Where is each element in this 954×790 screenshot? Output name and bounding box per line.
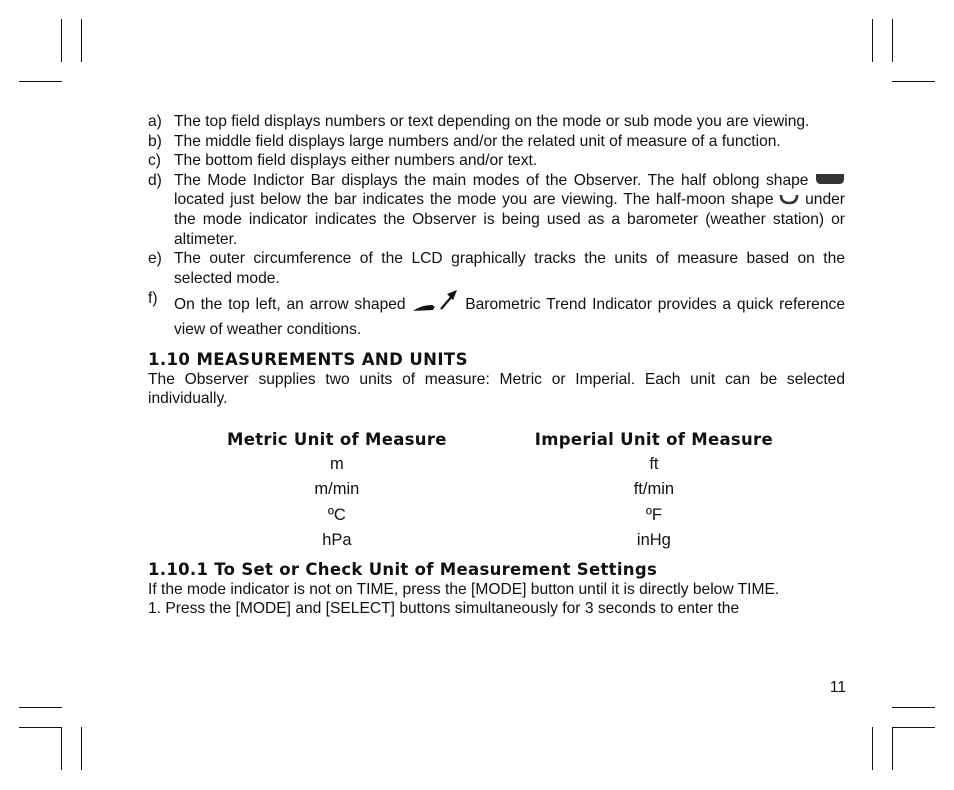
- list-label: d): [148, 171, 162, 189]
- step-item: 1. Press the [MODE] and [SELECT] buttons simultaneously for 3 seconds to enter the: [148, 600, 740, 618]
- section-intro: The Observer supplies two units of measure: Metric or Imperial. Each unit can be selected individually.: [148, 370, 845, 408]
- list-label: b): [148, 132, 162, 150]
- imperial-unit: ft: [649, 454, 659, 473]
- imperial-unit: ft/min: [633, 480, 675, 499]
- list-item: [148, 249, 845, 288]
- page-number: 11: [829, 679, 846, 696]
- list-text-part: located just below the bar indicates the mode you are viewing. The half-moon shape: [174, 191, 774, 209]
- crop-mark: [19, 81, 62, 82]
- crop-mark: [892, 19, 893, 62]
- list-text-part: On the top left, an arrow shaped: [174, 295, 406, 313]
- imperial-unit: ºF: [645, 505, 662, 524]
- crop-mark: [892, 707, 935, 708]
- half-oblong-icon: [815, 171, 845, 191]
- section-title: 1.10 MEASUREMENTS AND UNITS: [148, 349, 468, 369]
- crop-mark: [81, 19, 82, 62]
- list-text: The top field displays numbers or text depending on the mode or sub mode you are viewing.: [174, 113, 810, 130]
- imperial-header: Imperial Unit of Measure: [534, 429, 773, 449]
- crop-mark: [61, 19, 62, 62]
- metric-unit: m: [330, 454, 344, 473]
- list-text: The middle field displays large numbers and/or the related unit of measure of a function.: [174, 132, 781, 150]
- metric-header: Metric Unit of Measure: [227, 429, 447, 449]
- imperial-unit: inHg: [636, 531, 671, 550]
- list-text-part: The Mode Indictor Bar displays the main modes of the Observer. The half oblong shape: [174, 171, 809, 189]
- subsection-para: If the mode indicator is not on TIME, press the [MODE] button until it is directly below TIME.: [148, 580, 780, 598]
- list-item: [148, 132, 845, 152]
- crop-mark: [892, 81, 935, 82]
- crop-mark: [81, 727, 82, 770]
- half-moon-icon: [779, 191, 799, 211]
- list-item: [148, 151, 845, 171]
- crop-mark: [892, 727, 893, 770]
- list-item: [148, 289, 845, 340]
- imperial-column: [535, 428, 773, 554]
- list-item: [148, 171, 845, 250]
- list-item: [148, 112, 845, 132]
- subsection-title: 1.10.1 To Set or Check Unit of Measurement Settings: [148, 559, 658, 579]
- list-label: a): [148, 113, 162, 130]
- list-label: c): [148, 152, 161, 170]
- list-label: f): [148, 289, 158, 307]
- list-text: [174, 171, 845, 250]
- list-text-part: Barometric Trend Indicator provides a quick reference view of weather conditions.: [174, 295, 845, 339]
- metric-unit: ºC: [327, 505, 346, 524]
- metric-column: [227, 428, 447, 554]
- page-content: [148, 112, 845, 619]
- list-label: e): [148, 250, 162, 268]
- metric-unit: hPa: [322, 531, 352, 550]
- crop-mark: [872, 727, 873, 770]
- crop-mark: [892, 727, 935, 728]
- trend-arrow-icon: [411, 289, 459, 321]
- crop-mark: [19, 707, 62, 708]
- crop-mark: [872, 19, 873, 62]
- list-text-part: under the mode indicator indicates the Observer is being used as a barometer (weather station) or altimeter.: [174, 191, 845, 248]
- crop-mark: [19, 727, 62, 728]
- crop-mark: [61, 727, 62, 770]
- list-text: The bottom field displays either numbers and/or text.: [174, 152, 538, 170]
- units-table: [148, 428, 845, 554]
- metric-unit: m/min: [314, 480, 360, 499]
- list-text: The outer circumference of the LCD graphically tracks the units of measure based on the selected mode.: [174, 250, 845, 287]
- list-text: [174, 289, 845, 340]
